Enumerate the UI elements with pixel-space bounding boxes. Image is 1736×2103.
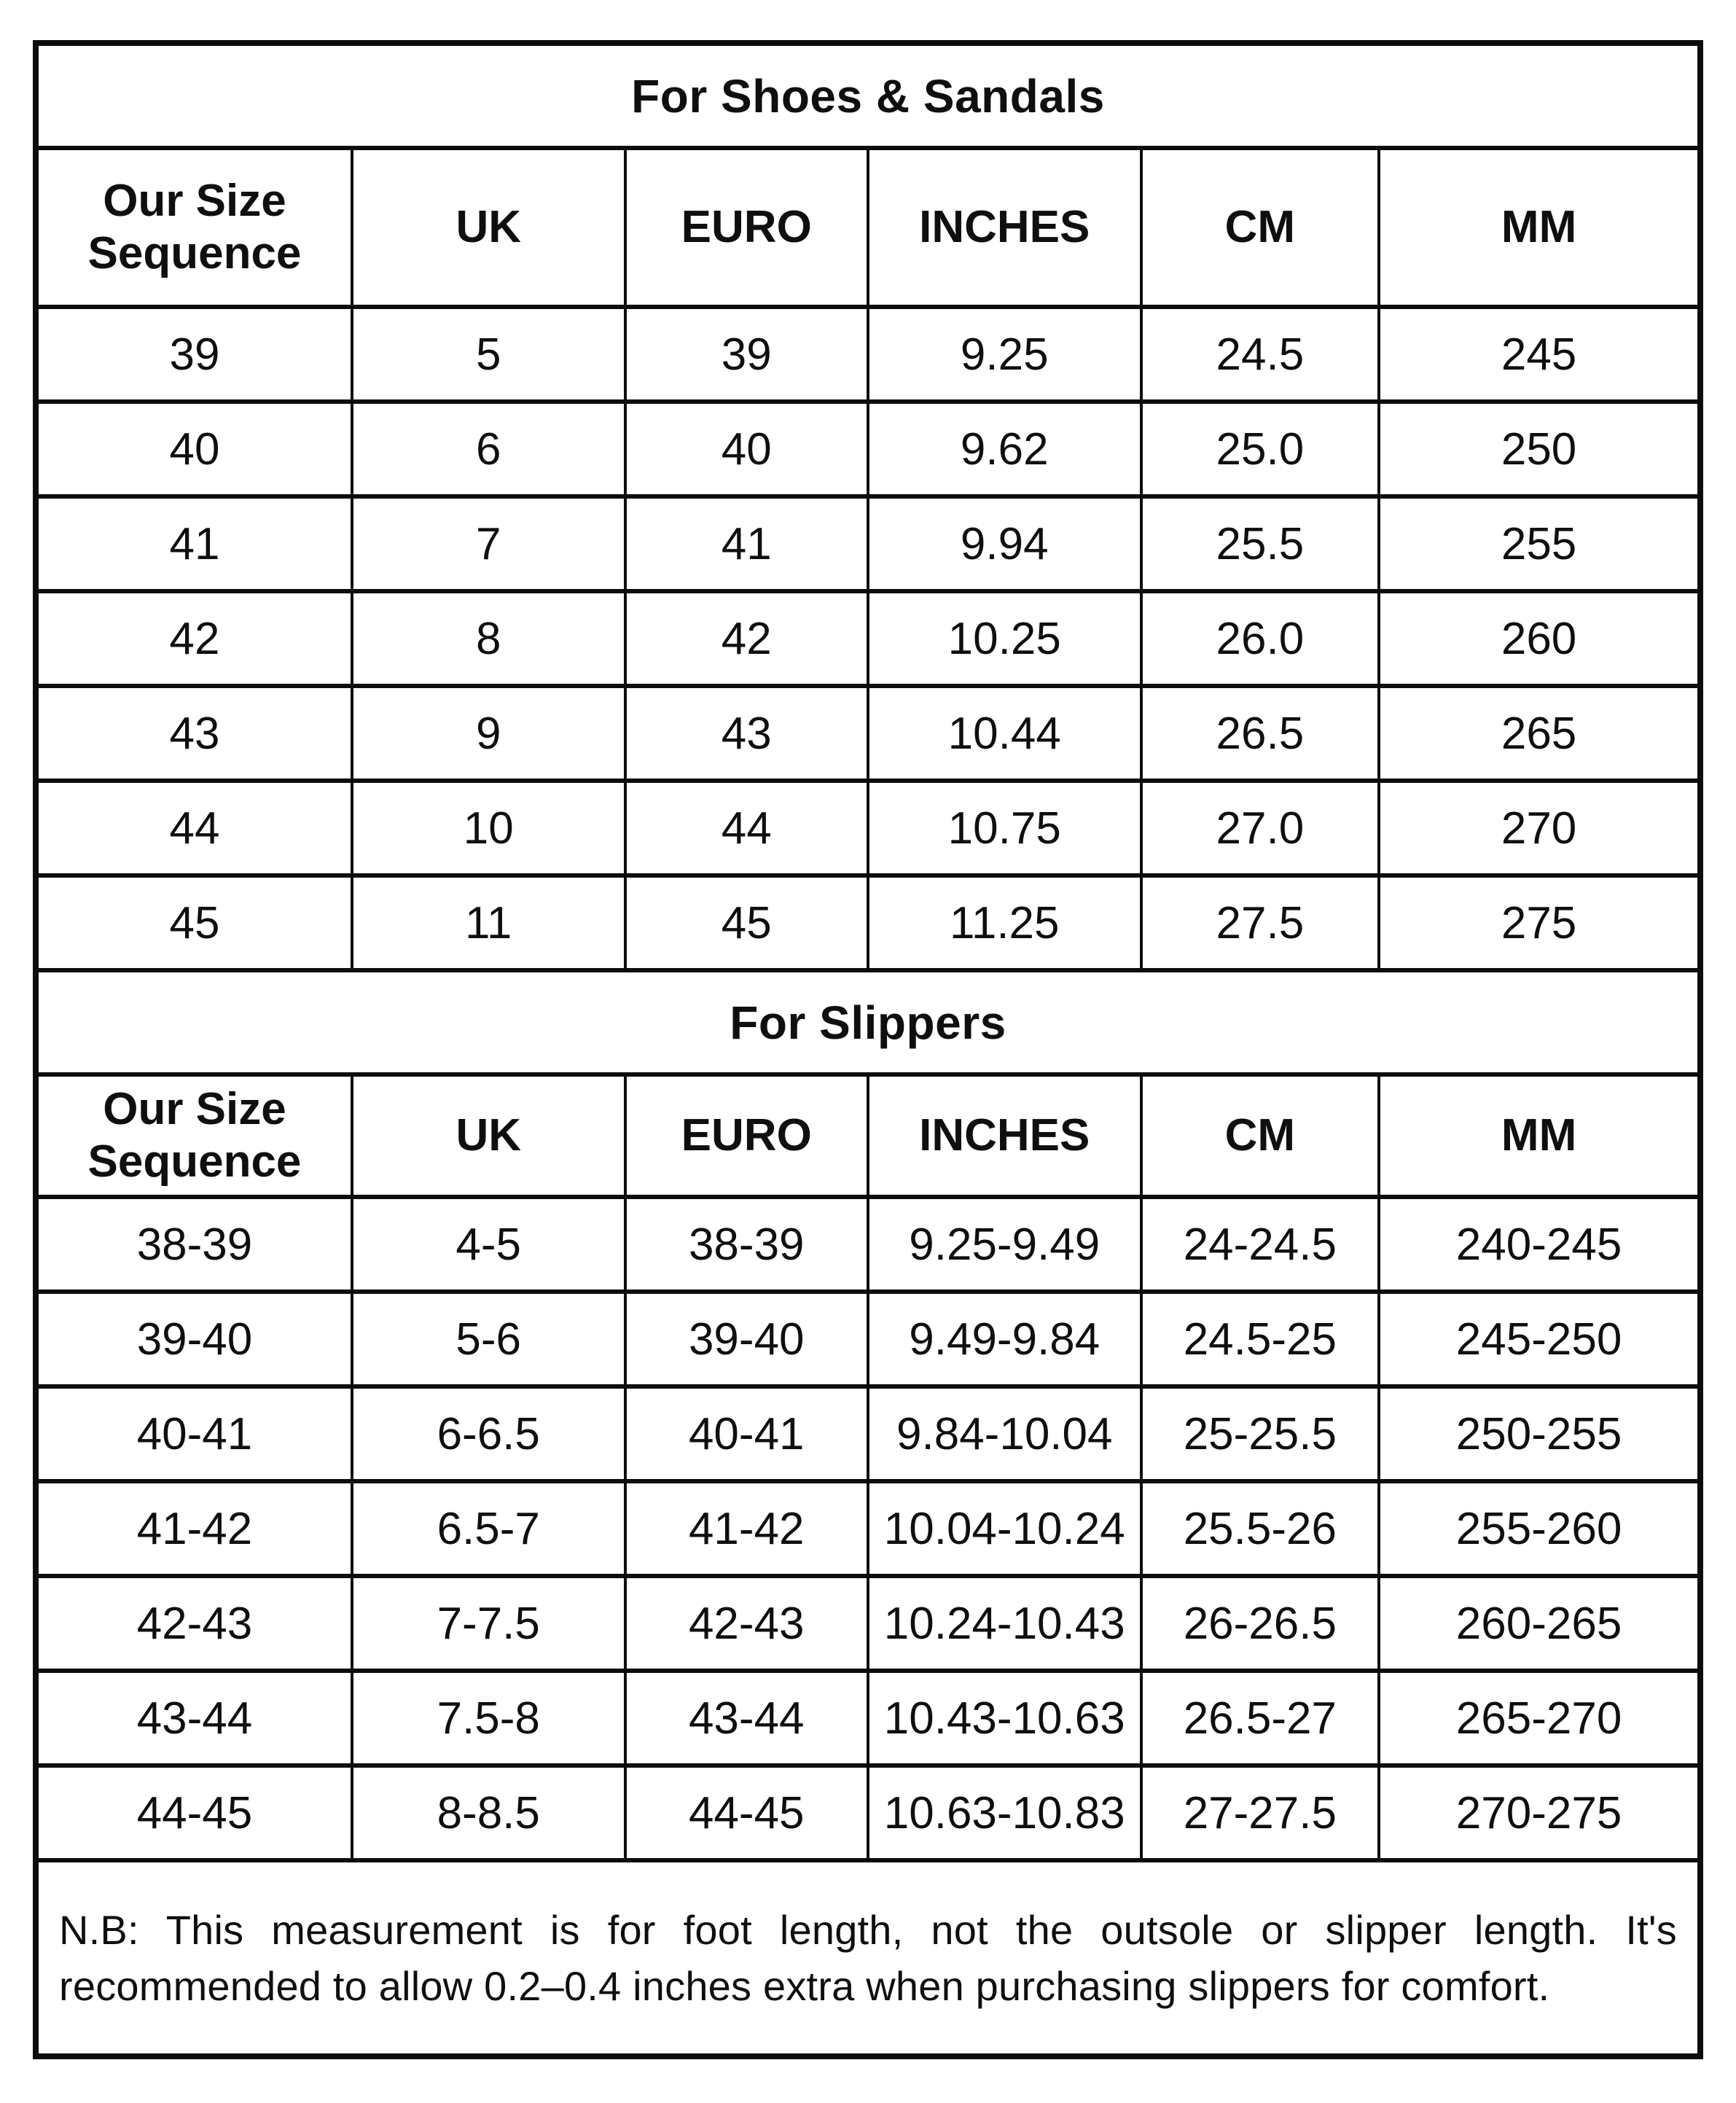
size-cell: 9.25-9.49 xyxy=(868,1197,1141,1292)
table-row xyxy=(36,875,1700,970)
size-cell: 10.43-10.63 xyxy=(868,1671,1141,1765)
size-cell: 265-270 xyxy=(1379,1671,1700,1765)
table-row xyxy=(36,1671,1700,1765)
table-row xyxy=(36,496,1700,591)
size-cell: 9.49-9.84 xyxy=(868,1292,1141,1386)
footnote: N.B: This measurement is for foot length, not the outsole or slipper length. It's recommended to allow 0.2–0.4 inches extra when purchasing slippers for comfort. xyxy=(36,1860,1700,2056)
size-cell: 27.0 xyxy=(1141,781,1380,875)
size-cell: 270 xyxy=(1379,781,1700,875)
size-cell: 10 xyxy=(352,781,625,875)
size-cell: 6.5-7 xyxy=(352,1481,625,1576)
size-cell: 4-5 xyxy=(352,1197,625,1292)
size-cell: 44-45 xyxy=(36,1765,352,1860)
size-cell: 25.5-26 xyxy=(1141,1481,1380,1576)
size-cell: 255 xyxy=(1379,496,1700,591)
size-cell: 25.0 xyxy=(1141,402,1380,496)
size-cell: 42-43 xyxy=(625,1576,868,1671)
size-cell: 40 xyxy=(625,402,868,496)
size-cell: 270-275 xyxy=(1379,1765,1700,1860)
size-cell: 6 xyxy=(352,402,625,496)
size-cell: 42-43 xyxy=(36,1576,352,1671)
footnote-section xyxy=(36,1860,1700,2056)
size-cell: 44 xyxy=(36,781,352,875)
size-cell: 9.25 xyxy=(868,307,1141,402)
size-cell: 10.63-10.83 xyxy=(868,1765,1141,1860)
header-cell: MM xyxy=(1379,148,1700,307)
size-cell: 5-6 xyxy=(352,1292,625,1386)
table-row xyxy=(36,1386,1700,1481)
size-cell: 42 xyxy=(625,591,868,686)
size-cell: 250-255 xyxy=(1379,1386,1700,1481)
header-cell: EURO xyxy=(625,1074,868,1197)
size-cell: 39 xyxy=(625,307,868,402)
size-cell: 40 xyxy=(36,402,352,496)
size-cell: 260 xyxy=(1379,591,1700,686)
header-cell: CM xyxy=(1141,1074,1380,1197)
size-cell: 275 xyxy=(1379,875,1700,970)
table-row xyxy=(36,307,1700,402)
size-cell: 26.5-27 xyxy=(1141,1671,1380,1765)
shoes-sandals-section xyxy=(36,43,1700,970)
size-cell: 24.5-25 xyxy=(1141,1292,1380,1386)
table-row xyxy=(36,402,1700,496)
size-cell: 25-25.5 xyxy=(1141,1386,1380,1481)
size-cell: 9.94 xyxy=(868,496,1141,591)
header-cell: Our Size Sequence xyxy=(36,148,352,307)
size-cell: 43-44 xyxy=(625,1671,868,1765)
size-cell: 10.04-10.24 xyxy=(868,1481,1141,1576)
size-cell: 44-45 xyxy=(625,1765,868,1860)
size-cell: 26.0 xyxy=(1141,591,1380,686)
header-cell: INCHES xyxy=(868,1074,1141,1197)
size-cell: 11 xyxy=(352,875,625,970)
size-cell: 10.24-10.43 xyxy=(868,1576,1141,1671)
size-cell: 8 xyxy=(352,591,625,686)
size-cell: 43-44 xyxy=(36,1671,352,1765)
table-row xyxy=(36,1197,1700,1292)
size-cell: 26-26.5 xyxy=(1141,1576,1380,1671)
size-cell: 39-40 xyxy=(625,1292,868,1386)
table-row xyxy=(36,591,1700,686)
section-title-slippers: For Slippers xyxy=(36,970,1700,1074)
size-cell: 260-265 xyxy=(1379,1576,1700,1671)
size-cell: 7.5-8 xyxy=(352,1671,625,1765)
table-row xyxy=(36,1576,1700,1671)
size-cell: 5 xyxy=(352,307,625,402)
header-cell: INCHES xyxy=(868,148,1141,307)
header-cell: MM xyxy=(1379,1074,1700,1197)
size-cell: 41 xyxy=(36,496,352,591)
size-cell: 44 xyxy=(625,781,868,875)
size-cell: 240-245 xyxy=(1379,1197,1700,1292)
section-title-shoes-sandals: For Shoes & Sandals xyxy=(36,43,1700,148)
size-cell: 24-24.5 xyxy=(1141,1197,1380,1292)
size-cell: 42 xyxy=(36,591,352,686)
size-cell: 9.62 xyxy=(868,402,1141,496)
size-cell: 26.5 xyxy=(1141,686,1380,781)
size-cell: 39 xyxy=(36,307,352,402)
table-row xyxy=(36,1765,1700,1860)
size-cell: 245 xyxy=(1379,307,1700,402)
header-cell: CM xyxy=(1141,148,1380,307)
shoes-sandals-title-row xyxy=(36,43,1700,148)
size-cell: 27.5 xyxy=(1141,875,1380,970)
header-cell: Our Size Sequence xyxy=(36,1074,352,1197)
size-cell: 41-42 xyxy=(36,1481,352,1576)
size-cell: 43 xyxy=(625,686,868,781)
size-cell: 41 xyxy=(625,496,868,591)
size-cell: 9 xyxy=(352,686,625,781)
size-cell: 43 xyxy=(36,686,352,781)
size-cell: 10.75 xyxy=(868,781,1141,875)
size-cell: 7 xyxy=(352,496,625,591)
slippers-title-row xyxy=(36,970,1700,1074)
size-cell: 38-39 xyxy=(36,1197,352,1292)
table-row xyxy=(36,1481,1700,1576)
size-cell: 24.5 xyxy=(1141,307,1380,402)
size-cell: 10.25 xyxy=(868,591,1141,686)
size-cell: 45 xyxy=(36,875,352,970)
size-cell: 245-250 xyxy=(1379,1292,1700,1386)
size-cell: 255-260 xyxy=(1379,1481,1700,1576)
size-cell: 25.5 xyxy=(1141,496,1380,591)
size-cell: 11.25 xyxy=(868,875,1141,970)
size-cell: 40-41 xyxy=(36,1386,352,1481)
header-cell: UK xyxy=(352,148,625,307)
size-cell: 45 xyxy=(625,875,868,970)
size-cell: 250 xyxy=(1379,402,1700,496)
size-cell: 265 xyxy=(1379,686,1700,781)
size-cell: 38-39 xyxy=(625,1197,868,1292)
size-cell: 41-42 xyxy=(625,1481,868,1576)
slippers-section xyxy=(36,970,1700,1860)
size-cell: 8-8.5 xyxy=(352,1765,625,1860)
slippers-header-row xyxy=(36,1074,1700,1197)
size-cell: 10.44 xyxy=(868,686,1141,781)
table-row xyxy=(36,781,1700,875)
header-cell: EURO xyxy=(625,148,868,307)
table-row xyxy=(36,686,1700,781)
size-cell: 9.84-10.04 xyxy=(868,1386,1141,1481)
size-cell: 27-27.5 xyxy=(1141,1765,1380,1860)
size-cell: 39-40 xyxy=(36,1292,352,1386)
size-chart-table xyxy=(33,40,1703,2059)
footnote-row xyxy=(36,1860,1700,2056)
header-cell: UK xyxy=(352,1074,625,1197)
size-cell: 40-41 xyxy=(625,1386,868,1481)
table-row xyxy=(36,1292,1700,1386)
size-cell: 7-7.5 xyxy=(352,1576,625,1671)
size-cell: 6-6.5 xyxy=(352,1386,625,1481)
shoes-sandals-header-row xyxy=(36,148,1700,307)
